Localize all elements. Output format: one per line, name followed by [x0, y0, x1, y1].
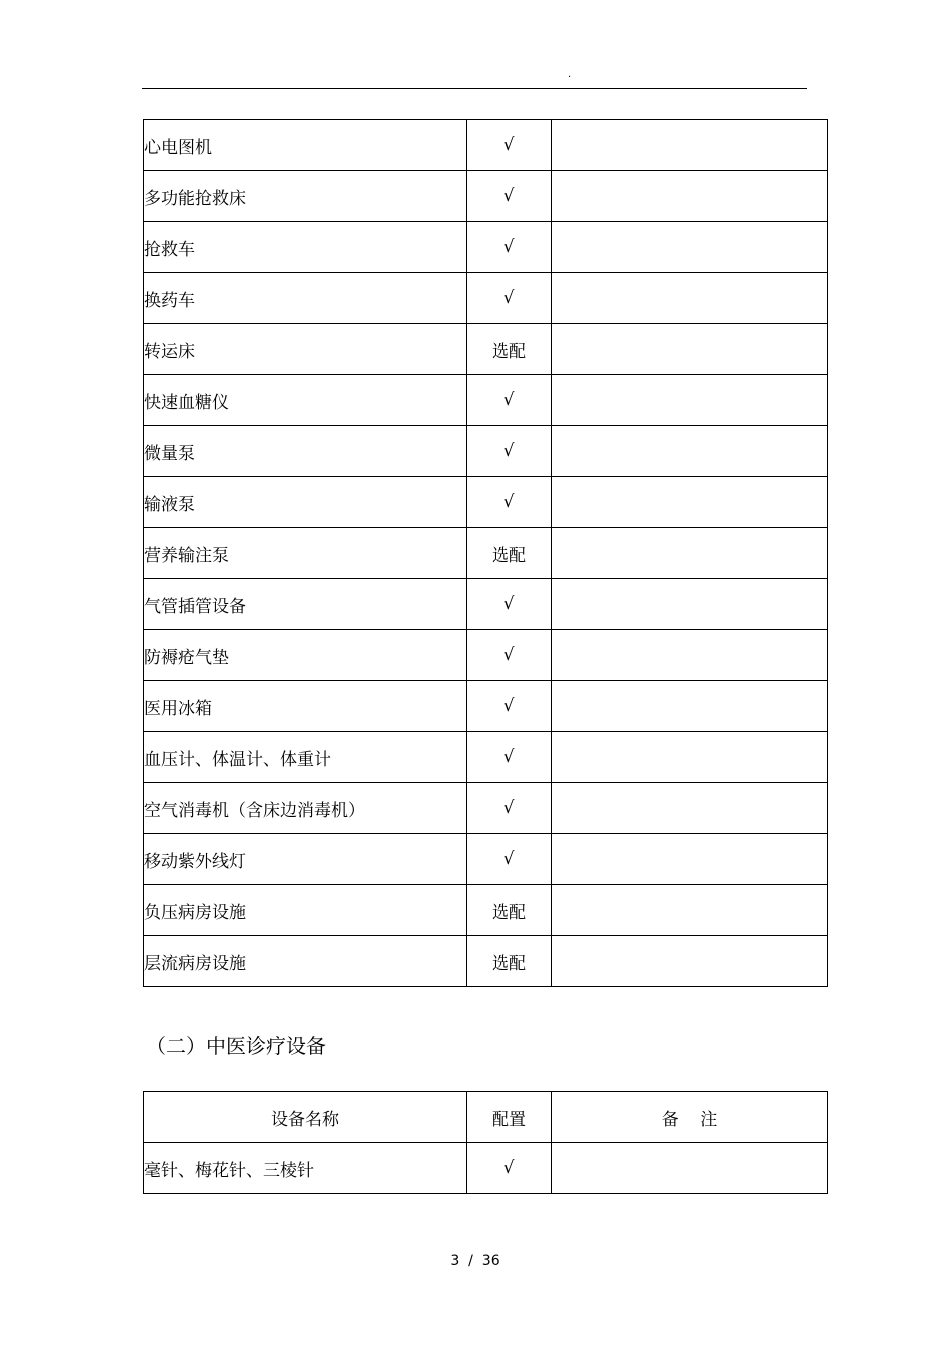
table-row — [144, 936, 828, 987]
equipment-name-cell: 气管插管设备 — [144, 579, 467, 630]
table-row — [144, 528, 828, 579]
table-row — [144, 681, 828, 732]
configuration-cell: √ — [467, 579, 552, 630]
table-row — [144, 783, 828, 834]
configuration-cell: 选配 — [467, 324, 552, 375]
header-mark: . — [568, 69, 572, 80]
table-row — [144, 630, 828, 681]
configuration-cell: √ — [467, 783, 552, 834]
equipment-name-cell: 营养输注泵 — [144, 528, 467, 579]
equipment-name-cell: 微量泵 — [144, 426, 467, 477]
remarks-cell — [552, 834, 828, 885]
table-row — [144, 579, 828, 630]
equipment-name-cell: 输液泵 — [144, 477, 467, 528]
remarks-cell — [552, 885, 828, 936]
remarks-cell — [552, 222, 828, 273]
configuration-cell: √ — [467, 681, 552, 732]
equipment-name-cell: 医用冰箱 — [144, 681, 467, 732]
configuration-cell: 选配 — [467, 528, 552, 579]
table-row — [144, 375, 828, 426]
table-row — [144, 426, 828, 477]
table-header-row — [144, 1092, 828, 1143]
equipment-name-cell: 心电图机 — [144, 120, 467, 171]
remarks-cell — [552, 324, 828, 375]
remarks-cell — [552, 936, 828, 987]
equipment-name-cell: 抢救车 — [144, 222, 467, 273]
configuration-cell: √ — [467, 426, 552, 477]
table-row — [144, 273, 828, 324]
equipment-name-cell: 防褥疮气垫 — [144, 630, 467, 681]
configuration-cell: √ — [467, 273, 552, 324]
header-rule — [142, 88, 807, 89]
remarks-cell — [552, 732, 828, 783]
table-row — [144, 834, 828, 885]
configuration-cell: √ — [467, 222, 552, 273]
table-row — [144, 732, 828, 783]
equipment-name-cell: 毫针、梅花针、三棱针 — [144, 1143, 467, 1194]
table-row — [144, 477, 828, 528]
configuration-cell: √ — [467, 477, 552, 528]
header-remarks: 备 注 — [552, 1092, 828, 1143]
table-row — [144, 1143, 828, 1194]
remarks-cell — [552, 630, 828, 681]
configuration-cell: 选配 — [467, 936, 552, 987]
configuration-cell: √ — [467, 1143, 552, 1194]
configuration-cell: √ — [467, 630, 552, 681]
remarks-cell — [552, 120, 828, 171]
table-row — [144, 222, 828, 273]
equipment-table-body — [144, 120, 828, 987]
remarks-cell — [552, 375, 828, 426]
remarks-cell — [552, 171, 828, 222]
configuration-cell: √ — [467, 375, 552, 426]
table-row — [144, 324, 828, 375]
header-configuration: 配置 — [467, 1092, 552, 1143]
configuration-cell: √ — [467, 834, 552, 885]
section-title-tcm-equipment: （二）中医诊疗设备 — [146, 1034, 326, 1058]
remarks-cell — [552, 477, 828, 528]
remarks-cell — [552, 579, 828, 630]
equipment-name-cell: 转运床 — [144, 324, 467, 375]
table-row — [144, 171, 828, 222]
configuration-cell: √ — [467, 732, 552, 783]
remarks-cell — [552, 528, 828, 579]
table-row — [144, 120, 828, 171]
remarks-cell — [552, 426, 828, 477]
remarks-cell — [552, 783, 828, 834]
equipment-name-cell: 负压病房设施 — [144, 885, 467, 936]
page-number: 3 / 36 — [450, 1253, 500, 1269]
equipment-name-cell: 快速血糖仪 — [144, 375, 467, 426]
remarks-cell — [552, 1143, 828, 1194]
equipment-name-cell: 血压计、体温计、体重计 — [144, 732, 467, 783]
configuration-cell: √ — [467, 120, 552, 171]
configuration-cell: √ — [467, 171, 552, 222]
tcm-equipment-table — [143, 1091, 828, 1194]
equipment-table-continued — [143, 119, 828, 987]
equipment-name-cell: 多功能抢救床 — [144, 171, 467, 222]
table-row — [144, 885, 828, 936]
header-equipment-name: 设备名称 — [144, 1092, 467, 1143]
equipment-name-cell: 空气消毒机（含床边消毒机） — [144, 783, 467, 834]
equipment-name-cell: 层流病房设施 — [144, 936, 467, 987]
tcm-equipment-table-body — [144, 1092, 828, 1194]
remarks-cell — [552, 273, 828, 324]
equipment-name-cell: 换药车 — [144, 273, 467, 324]
remarks-cell — [552, 681, 828, 732]
configuration-cell: 选配 — [467, 885, 552, 936]
equipment-name-cell: 移动紫外线灯 — [144, 834, 467, 885]
